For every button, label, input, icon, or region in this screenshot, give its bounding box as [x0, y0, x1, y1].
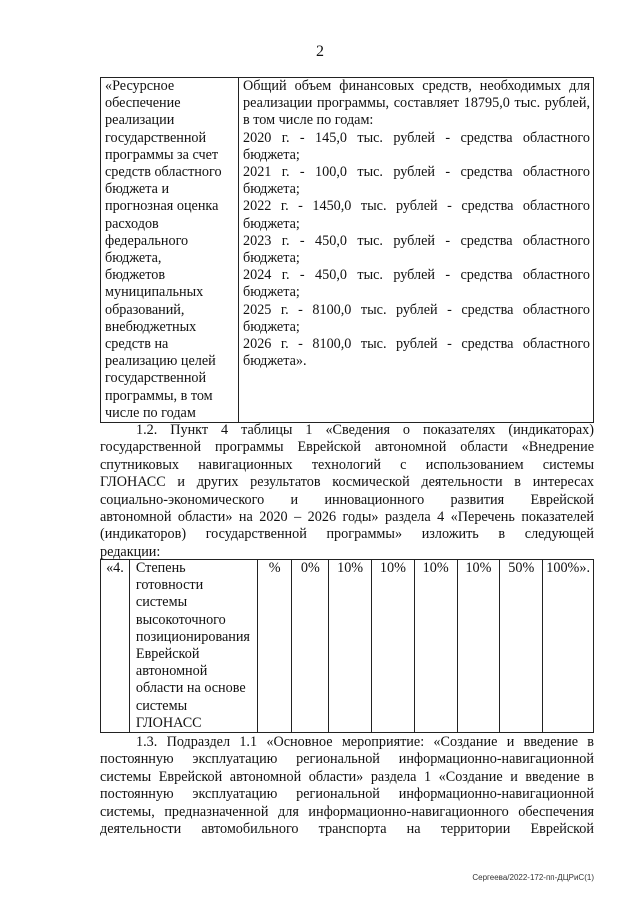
resource-label-line: прогнозная оценка [105, 198, 219, 215]
resource-label-line: федерального [105, 232, 189, 249]
paragraph-1-2 [100, 422, 594, 561]
indicator-value: 0% [292, 560, 329, 733]
paragraph-line: редакции: [100, 543, 161, 560]
indicator-name-line: области на основе [135, 680, 246, 697]
funding-year-2024: 2024 г. - 450,0 тыс. рублей - средства областного бюджета; [243, 267, 590, 301]
resource-label-line: реализацию целей [105, 353, 216, 370]
resource-label-line: обеспечение [105, 95, 181, 112]
resource-label-line: государственной [105, 129, 207, 146]
paragraph-line: социально-экономического и инновационного развития Еврейской [100, 491, 594, 508]
paragraph-line: 1.3. Подраздел 1.1 «Основное мероприятие: «Создание и введение в [136, 734, 594, 750]
indicator-table [100, 559, 594, 733]
funding-year-2022: 2022 г. - 1450,0 тыс. рублей - средства областного бюджета; [243, 198, 590, 232]
indicator-name-line: ГЛОНАСС [135, 714, 202, 731]
resource-label-line: государственной [105, 370, 207, 387]
indicator-name-line: системы [135, 697, 188, 714]
funding-year-2020: 2020 г. - 145,0 тыс. рублей - средства областного бюджета; [243, 129, 590, 163]
resource-table [100, 77, 594, 423]
paragraph-line: спутниковых навигационных технологий с использованием системы [100, 456, 594, 473]
resource-label-line: «Ресурсное [105, 78, 175, 94]
indicator-value: 10% [372, 560, 415, 733]
resource-label-line: внебюджетных [105, 318, 197, 335]
indicator-value: 10% [414, 560, 457, 733]
indicator-value: 50% [500, 560, 543, 733]
resource-label-line: средств областного [105, 164, 222, 181]
resource-label-line: бюджета и [105, 181, 170, 198]
document-code: Сергеева/2022-172-пп-ДЦРиС(1) [472, 873, 594, 882]
resource-label-cell [101, 78, 239, 423]
resource-label-line: программы за счет [105, 146, 219, 163]
funding-year-2021: 2021 г. - 100,0 тыс. рублей - средства областного бюджета; [243, 164, 590, 198]
paragraph-line: деятельности автомобильного транспорта на территории Еврейской [100, 821, 594, 838]
paragraph-line: системы Еврейской автономной области» раздела 1 «Создание и введение в [100, 768, 594, 785]
indicator-value: 10% [457, 560, 500, 733]
indicator-name-line: Степень [135, 560, 186, 576]
funding-year-2026: 2026 г. - 8100,0 тыс. рублей - средства областного бюджета». [243, 336, 590, 370]
paragraph-line: (индикаторов) государственной программы» изложить в следующей [100, 526, 594, 543]
indicator-row [101, 560, 594, 733]
funding-year-2023: 2023 г. - 450,0 тыс. рублей - средства областного бюджета; [243, 232, 590, 267]
page-number: 2 [316, 43, 324, 60]
indicator-value: 10% [329, 560, 372, 733]
indicator-name-line: автономной [135, 663, 208, 680]
indicator-name-line: высокоточного [135, 611, 226, 628]
funding-year-2025: 2025 г. - 8100,0 тыс. рублей - средства областного бюджета; [243, 301, 590, 335]
resource-label-line: муниципальных [105, 284, 204, 301]
paragraph-line: системы, предназначенной для информационно-навигационного обеспечения [100, 803, 594, 820]
paragraph-1-3 [100, 734, 594, 838]
paragraph-line: 1.2. Пункт 4 таблицы 1 «Сведения о показателях (индикаторах) [136, 422, 594, 438]
resource-label-line: реализации [105, 112, 175, 129]
indicator-name-line: системы [135, 594, 188, 611]
resource-label-line: программы, в том [105, 387, 213, 404]
resource-label-line: расходов [105, 215, 159, 232]
funding-total-text: Общий объем финансовых средств, необходимых для реализации программы, составляет 18795,0 тыс. рублей, в том числе по годам: [243, 78, 590, 129]
resource-label-line: числе по годам [105, 404, 196, 421]
resource-label-line: средств на [105, 336, 169, 353]
indicator-name-line: готовности [135, 577, 204, 594]
paragraph-line: ГЛОНАСС и других результатов космической деятельности в интересах [100, 474, 594, 491]
paragraph-line: постоянную эксплуатацию региональной информационно-навигационной [100, 786, 594, 803]
indicator-name-line: Еврейской [135, 646, 200, 663]
resource-label-line: бюджетов [105, 267, 166, 284]
indicator-name-line: позиционирования [135, 628, 250, 645]
resource-label-line: образований, [105, 301, 185, 318]
paragraph-line: автономной области» на 2020 – 2026 годы» раздела 4 «Перечень показателей [100, 509, 594, 526]
resource-values-cell [239, 78, 594, 423]
resource-label-line: бюджета, [105, 250, 162, 267]
indicator-unit: % [257, 560, 292, 733]
paragraph-line: государственной программы Еврейской автономной области «Внедрение [100, 439, 594, 456]
indicator-number: «4. [101, 560, 130, 733]
indicator-value: 100%». [543, 560, 594, 733]
paragraph-line: постоянную эксплуатацию региональной информационно-навигационной [100, 751, 594, 768]
indicator-name-cell [129, 560, 257, 733]
